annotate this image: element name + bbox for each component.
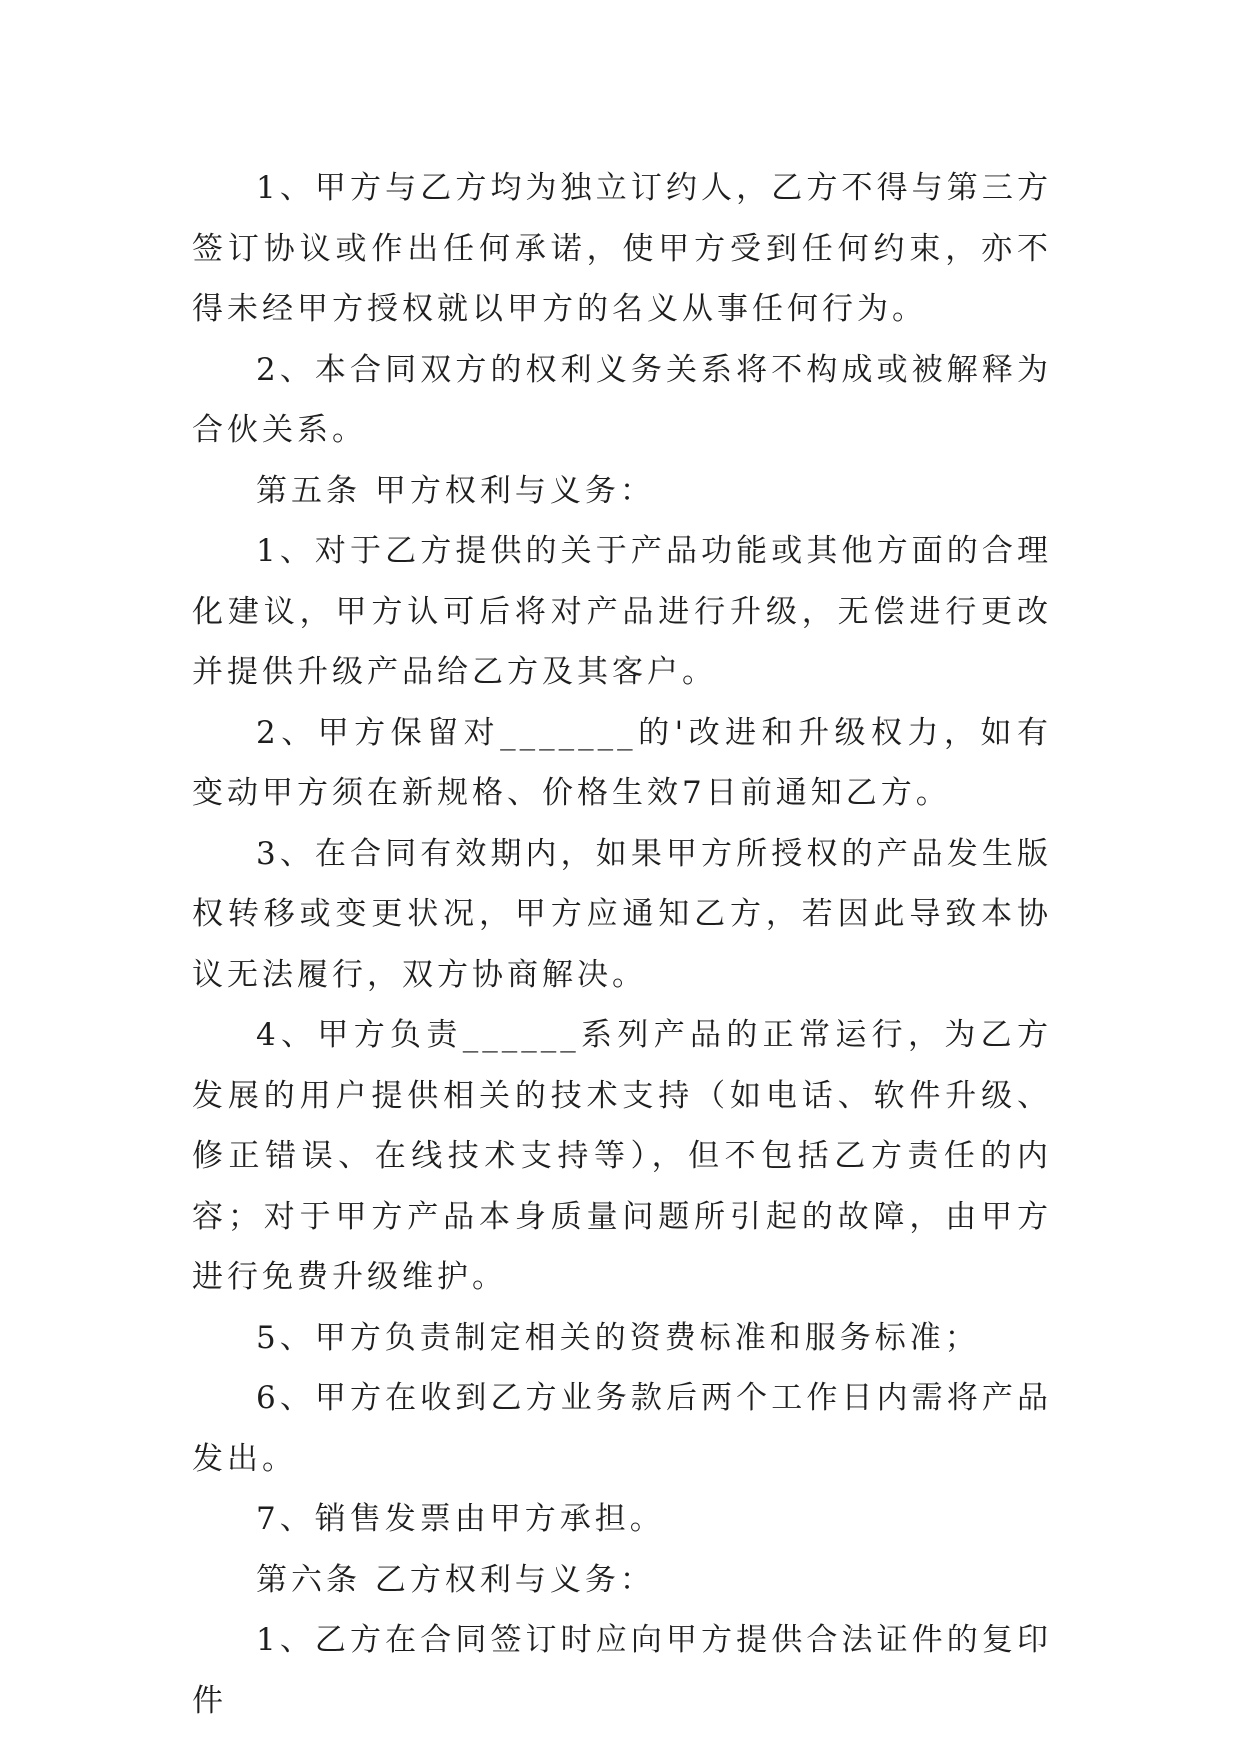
clause-no-partnership: 2、本合同双方的权利义务关系将不构成或被解释为合伙关系。 xyxy=(192,351,1052,448)
clause-product-upgrade: 1、对于乙方提供的关于产品功能或其他方面的合理化建议，甲方认可后将对产品进行升级，无偿进行更改并提供升级产品给乙方及其客户。 xyxy=(192,533,1052,690)
clause-reserve-upgrade-rights: 2、甲方保留对_______的'改进和升级权力，如有变动甲方须在新规格、价格生效7日前通知乙方。 xyxy=(192,714,1052,811)
article-six-heading: 第六条 乙方权利与义务： xyxy=(256,1561,655,1598)
article-five-heading: 第五条 甲方权利与义务： xyxy=(256,472,655,509)
clause-pricing-standards: 5、甲方负责制定相关的资费标准和服务标准； xyxy=(256,1319,980,1356)
clause-invoice: 7、销售发票由甲方承担。 xyxy=(256,1501,665,1537)
clause-shipping: 6、甲方在收到乙方业务款后两个工作日内需将产品发出。 xyxy=(192,1380,1052,1477)
clause-independent-contractor: 1、甲方与乙方均为独立订约人，乙方不得与第三方签订协议或作出任何承诺，使甲方受到任何约束，亦不得未经甲方授权就以甲方的名义从事任何行为。 xyxy=(192,170,1052,327)
clause-copyright-transfer: 3、在合同有效期内，如果甲方所授权的产品发生版权转移或变更状况，甲方应通知乙方，若因此导致本协议无法履行，双方协商解决。 xyxy=(192,835,1052,993)
clause-provide-documents: 1、乙方在合同签订时应向甲方提供合法证件的复印件 xyxy=(192,1622,1052,1719)
document-page xyxy=(192,158,1052,1731)
clause-technical-support: 4、甲方负责______系列产品的正常运行，为乙方发展的用户提供相关的技术支持（如电话、软件升级、修正错误、在线技术支持等），但不包括乙方责任的内容；对于甲方产品本身质量问题所引起的故障，由甲方进行免费升级维护。 xyxy=(192,1017,1052,1295)
